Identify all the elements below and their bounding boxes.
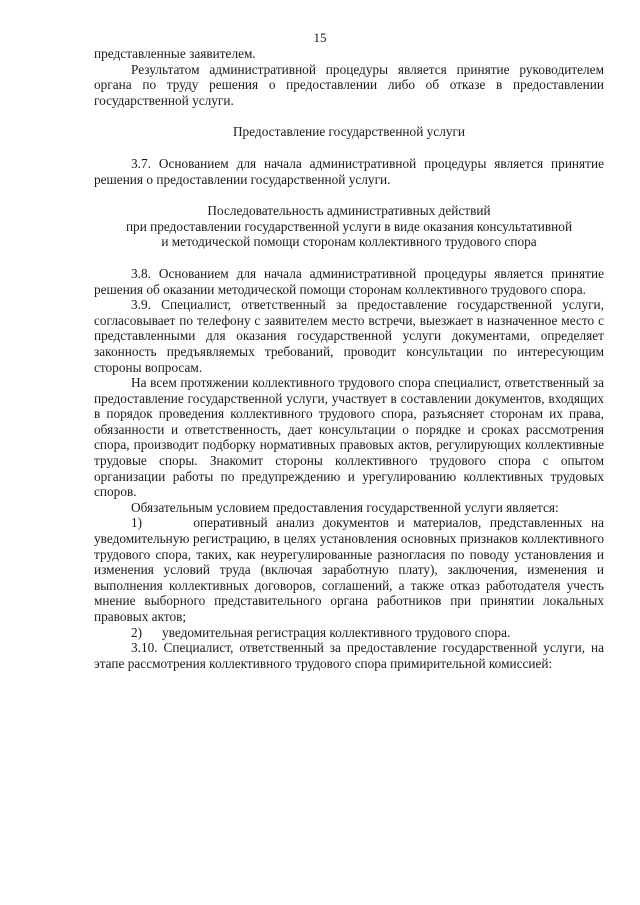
paragraph: Обязательным условием предоставления государственной услуги является: (131, 499, 559, 515)
page-number: 15 (313, 30, 327, 45)
list-item (94, 515, 604, 624)
list-text: уведомительная регистрация коллективного трудового спора. (162, 624, 511, 640)
document-body (94, 46, 604, 671)
paragraph: 3.10. Специалист, ответственный за предоставление государственной услуги, на этапе рассмотрения коллективного трудового спора примирительной комиссией: (94, 640, 604, 671)
paragraph: представленные заявителем. (94, 46, 256, 61)
paragraph: 3.7. Основанием для начала административной процедуры является принятие решения о предоставлении государственной услуги. (94, 155, 604, 187)
paragraph: На всем протяжении коллективного трудового спора специалист, ответственный за предоставление государственной услуги, участвует в составлении документов, входящих в порядок проведения коллективного трудового спора, разъясняет сторонам их права, обязанности и ответственность, дает консультации о порядке и сроках рассмотрения спора, производит подборку нормативных правовых актов, регулирующих коллективные трудовые споры. Знакомит стороны коллективного трудового спора с опытом организации работы по предупреждению и урегулированию коллективных трудовых споров. (94, 375, 604, 500)
list-text: оперативный анализ документов и материалов, представленных на уведомительную регистрацию, в целях установления основных признаков коллективного трудового спора, таких, как неурегулированные разногласия по поводу установления и изменения условий труда (включая заработную плату), заключения, изменения и выполнения коллективных договоров, соглашений, а также отказ работодателя учесть мнение выборного представительного органа работников при принятии локальных правовых актов; (94, 515, 604, 624)
paragraph: Результатом административной процедуры является принятие руководителем органа по труду решения о предоставлении либо об отказе в предоставлении государственной услуги. (94, 61, 604, 108)
list-number: 1) (131, 515, 143, 531)
paragraph: 3.9. Специалист, ответственный за предоставление государственной услуги, согласовывает по телефону с заявителем место встречи, выезжает в назначенное место с представленными для оказания государственной услуги документами, определяет законность предъявляемых требований, проводит консультации по интересующим стороны вопросам. (94, 297, 604, 375)
section-heading: и методической помощи сторонам коллективного трудового спора (161, 234, 537, 250)
list-number: 2) (131, 624, 143, 640)
paragraph: 3.8. Основанием для начала административной процедуры является принятие решения об оказании методической помощи сторонам коллективного трудового спора. (94, 265, 604, 297)
list-item (94, 625, 604, 641)
section-heading: Последовательность административных действий (207, 203, 491, 219)
section-heading: Предоставление государственной услуги (232, 124, 466, 140)
section-heading: при предоставлении государственной услуги в виде оказания консультативной (125, 218, 573, 234)
